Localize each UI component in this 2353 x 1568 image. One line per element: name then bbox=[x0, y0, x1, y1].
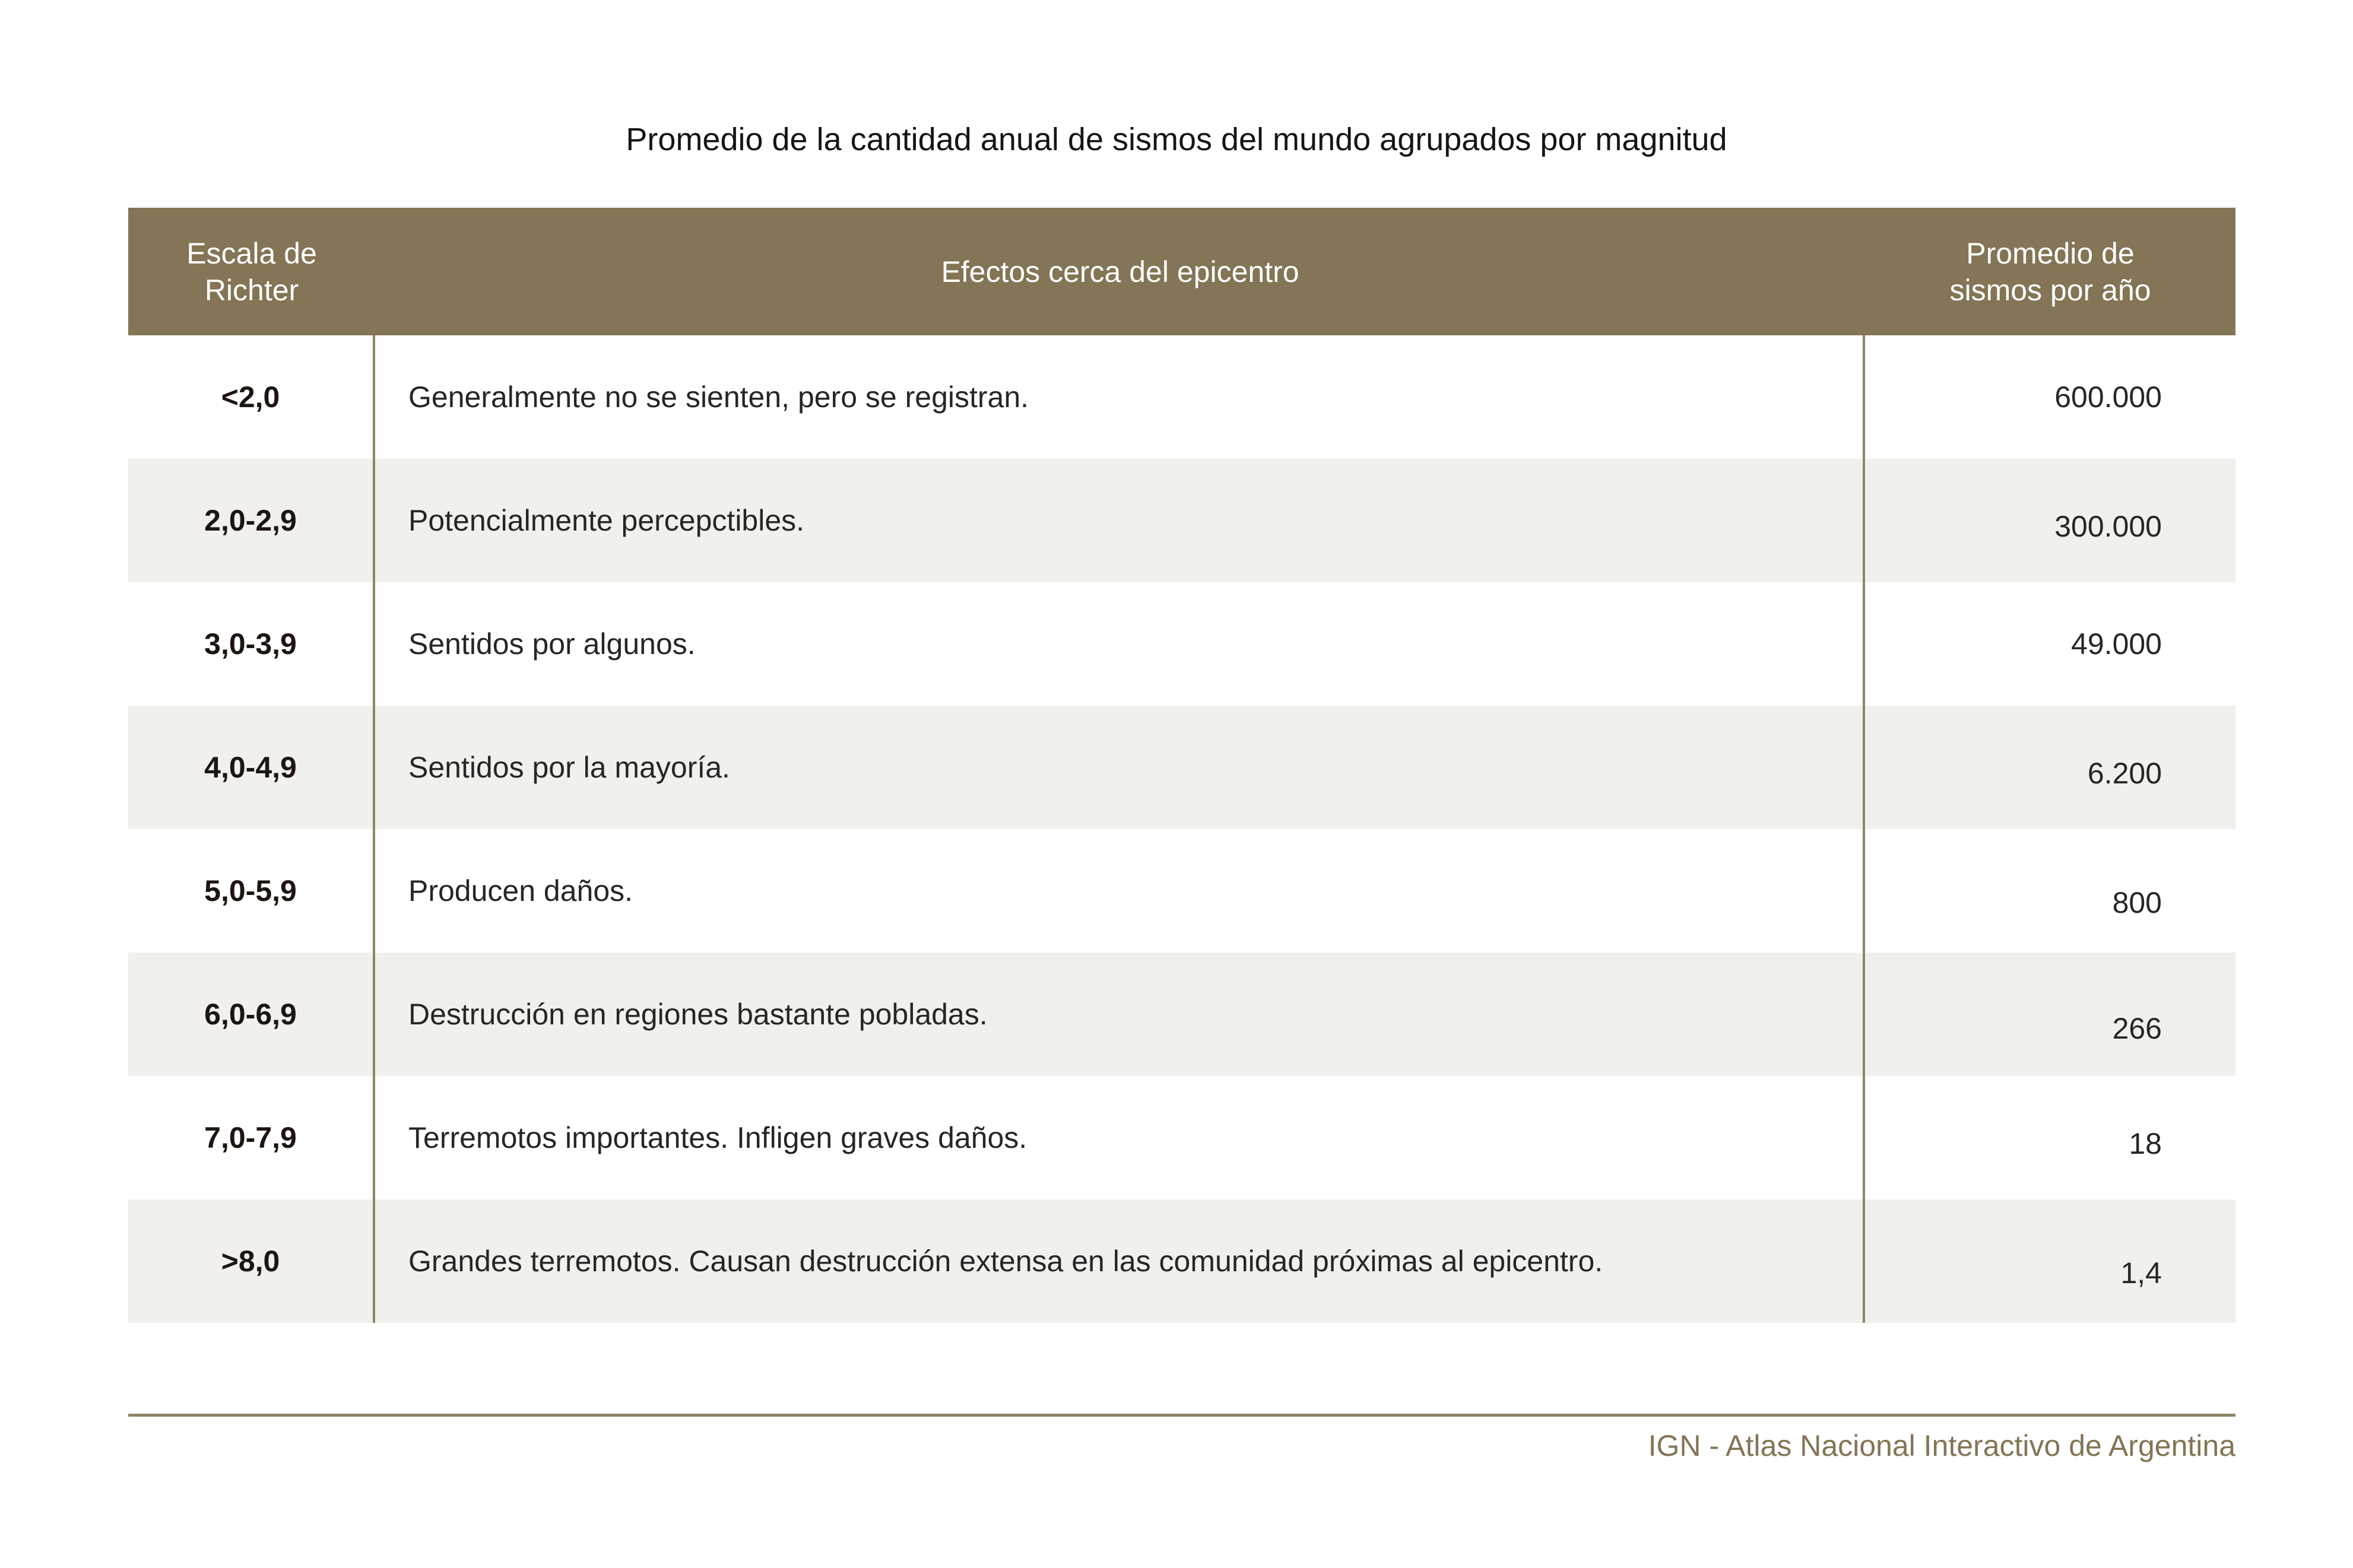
effect-cell: Grandes terremotos. Causan destrucción extensa en las comunidad próximas al epicentro. bbox=[375, 1199, 1865, 1323]
average-value: 49.000 bbox=[2071, 627, 2162, 661]
richter-scale-cell: >8,0 bbox=[128, 1199, 375, 1323]
table-row bbox=[128, 582, 2235, 706]
header-richter-line1: Escala de bbox=[186, 236, 317, 270]
richter-scale-cell: 5,0-5,9 bbox=[128, 829, 375, 953]
header-average-line1: Promedio de bbox=[1966, 236, 2135, 270]
richter-scale-cell: <2,0 bbox=[128, 335, 375, 459]
effect-cell: Producen daños. bbox=[375, 829, 1865, 953]
table-header bbox=[128, 208, 2235, 335]
footer-divider bbox=[128, 1414, 2235, 1417]
source-credit: IGN - Atlas Nacional Interactivo de Argentina bbox=[1648, 1429, 2235, 1462]
effect-cell: Potencialmente percepctibles. bbox=[375, 459, 1865, 582]
header-average bbox=[1865, 208, 2235, 335]
richter-scale-cell: 4,0-4,9 bbox=[128, 706, 375, 829]
effect-cell: Sentidos por la mayoría. bbox=[375, 706, 1865, 829]
average-cell bbox=[1865, 953, 2235, 1076]
average-value: 600.000 bbox=[2054, 380, 2162, 414]
table-row bbox=[128, 953, 2235, 1076]
effect-cell: Generalmente no se sienten, pero se registran. bbox=[375, 335, 1865, 459]
average-cell bbox=[1865, 1199, 2235, 1323]
richter-scale-cell: 2,0-2,9 bbox=[128, 459, 375, 582]
table-row bbox=[128, 706, 2235, 829]
average-value: 800 bbox=[2112, 886, 2162, 919]
effect-cell: Terremotos importantes. Infligen graves daños. bbox=[375, 1076, 1865, 1199]
header-richter-scale bbox=[128, 208, 375, 335]
header-effects: Efectos cerca del epicentro bbox=[941, 255, 1299, 288]
header-average-line2: sismos por año bbox=[1949, 273, 2151, 307]
average-value: 1,4 bbox=[2120, 1256, 2162, 1290]
average-cell bbox=[1865, 829, 2235, 953]
effect-cell: Sentidos por algunos. bbox=[375, 582, 1865, 706]
table-row bbox=[128, 459, 2235, 582]
header-richter-line2: Richter bbox=[204, 273, 299, 307]
seismic-table bbox=[128, 208, 2235, 1323]
average-cell bbox=[1865, 706, 2235, 829]
table-row bbox=[128, 1199, 2235, 1323]
average-value: 266 bbox=[2112, 1012, 2162, 1045]
richter-scale-cell: 7,0-7,9 bbox=[128, 1076, 375, 1199]
table-row bbox=[128, 829, 2235, 953]
average-cell bbox=[1865, 1076, 2235, 1199]
average-value: 300.000 bbox=[2054, 510, 2162, 543]
average-value: 18 bbox=[2129, 1127, 2162, 1160]
table-row bbox=[128, 1076, 2235, 1199]
richter-scale-cell: 6,0-6,9 bbox=[128, 953, 375, 1076]
average-cell bbox=[1865, 335, 2235, 459]
average-value: 6.200 bbox=[2087, 757, 2162, 790]
richter-scale-cell: 3,0-3,9 bbox=[128, 582, 375, 706]
effect-cell: Destrucción en regiones bastante pobladas. bbox=[375, 953, 1865, 1076]
average-cell bbox=[1865, 459, 2235, 582]
average-cell bbox=[1865, 582, 2235, 706]
table-row bbox=[128, 335, 2235, 459]
page-title: Promedio de la cantidad anual de sismos del mundo agrupados por magnitud bbox=[626, 122, 1727, 157]
